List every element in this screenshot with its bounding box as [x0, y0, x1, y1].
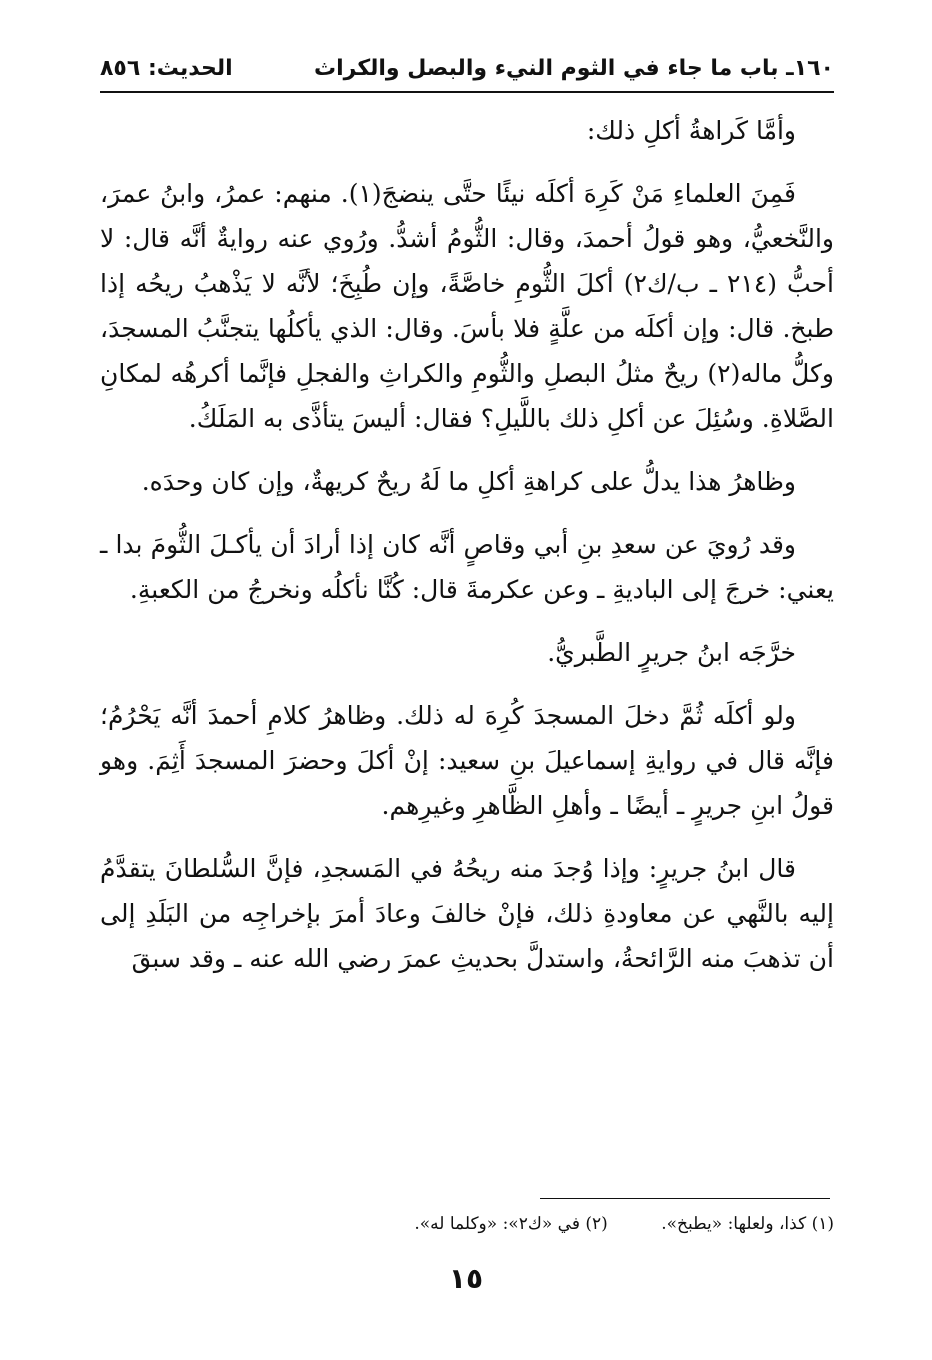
paragraph: وظاهرُ هذا يدلُّ على كراهةِ أكلِ ما لَهُ ريحٌ كريهةٌ، وإن كان وحدَه.	[141, 467, 796, 496]
paragraph: خرَّجَه ابنُ جريرٍ الطَّبريُّ.	[547, 638, 796, 667]
paragraph: فَمِنَ العلماءِ مَنْ كَرِهَ أكلَه نيئًا حتَّى ينضجَ(١). منهم: عمرُ، وابنُ عمرَ، والنَّخعيُّ، وهو قولُ أحمدَ، وقال: الثُّومُ أشدُّ. ورُوي عنه روايةٌ أنَّه قال: لا أحبُّ (٢١٤ ـ ب/ك٢) أكلَ الثُّومِ خاصَّةً، وإن طُبِخَ؛ لأنَّه لا يَذْهبُ ريحُه إذا طبخ. قال: وإن أكلَه من علَّةٍ فلا بأسَ. وقال: الذي يأكلُها يتجنَّبُ المسجدَ، وكلُّ ماله(٢) ريحٌ مثلُ البصلِ والثُّومِ والكراثِ والفجلِ فإنَّما أكرهُه لمكانِ الصَّلاةِ. وسُئِلَ عن أكلِ ذلك باللَّيلِ؟ فقال: أليسَ يتأذَّى به المَلَكُ.	[100, 179, 835, 433]
paragraph: قال ابنُ جريرٍ: وإذا وُجدَ منه ريحُهُ في المَسجدِ، فإنَّ السُّلطانَ يتقدَّمُ إليه بالنَّهي عن معاودةِ ذلك، فإنْ خالفَ وعادَ أمرَ بإخراجِه من البَلَدِ إلى أن تذهبَ منه الرَّائحةُ، واستدلَّ بحديثِ عمرَ رضي الله عنه ـ وقد سبقَ	[100, 854, 834, 973]
main-text	[100, 108, 834, 999]
paragraph: ولو أكلَه ثُمَّ دخلَ المسجدَ كُرِهَ له ذلك. وظاهرُ كلامِ أحمدَ أنَّه يَحْرُمُ؛ فإنَّه قال في روايةِ إسماعيلَ بنِ سعيد: إنْ أكلَ وحضرَ المسجدَ أَثِمَ. وهو قولُ ابنِ جريرٍ ـ أيضًا ـ وأهلِ الظَّاهرِ وغيرِهم.	[100, 701, 834, 820]
footnote-divider	[540, 1198, 830, 1199]
page-number: ١٥	[448, 1262, 484, 1295]
header-divider	[100, 91, 834, 93]
footnotes	[366, 1214, 834, 1234]
paragraph: وأمَّا كَراهةُ أكلِ ذلك:	[586, 116, 796, 145]
chapter-title: ١٦٠ـ باب ما جاء في الثوم النيء والبصل والكراث	[314, 56, 834, 81]
paragraph: وقد رُويَ عن سعدِ بنِ أبي وقاصٍ أنَّه كان إذا أرادَ أن يأكـلَ الثُّومَ بدا ـ يعني: خرجَ إلى الباديةِ ـ وعن عكرمةَ قال: كُنَّا نأكلُه ونخرجُ من الكعبةِ.	[100, 530, 834, 604]
hadith-number: الحديث: ٨٥٦	[100, 56, 233, 81]
running-header	[100, 50, 834, 90]
footnote: (١) كذا، ولعلها: «يطبخ».	[661, 1214, 834, 1234]
footnote: (٢) في «ك٢»: «وكلما له».	[414, 1214, 608, 1234]
